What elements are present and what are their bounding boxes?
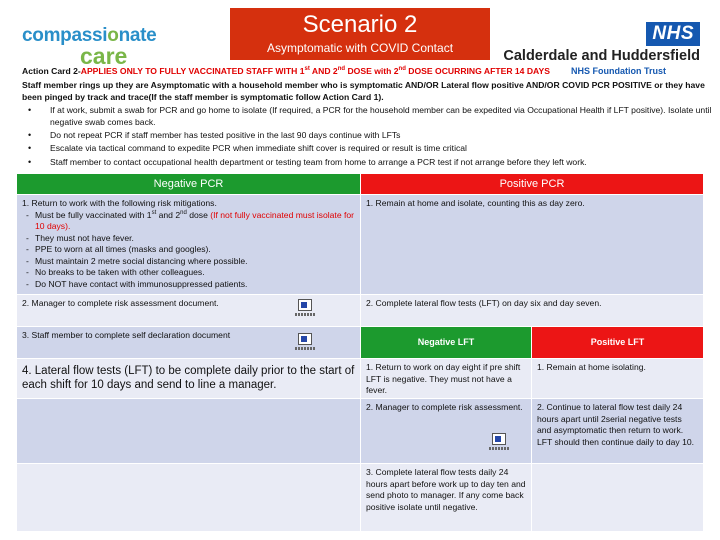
document-icon[interactable] — [489, 433, 509, 455]
table-row — [17, 195, 703, 295]
page-subtitle: Asymptomatic with COVID Contact — [266, 41, 454, 55]
table-header-row — [17, 174, 703, 195]
negative-pcr-step-3: 3. Staff member to complete self declaration document — [17, 327, 360, 358]
list-item: - Must maintain 2 metre social distancing where possible. — [24, 256, 355, 268]
instruction-list — [22, 105, 712, 168]
trust-name: Calderdale and Huddersfield — [503, 48, 700, 64]
negative-pcr-step-2: 2. Manager to complete risk assessment document. — [17, 295, 360, 326]
negative-pcr-step-1: 1. Return to work with the following risk mitigations. - Must be fully vaccinated with 1st and 2nd dose (If not fully vaccinated must isolate for 10 days). - They must not have fever. - PPE to worn at all times (masks and googles). - Must maintain 2 metre social distancing where possible. - No breaks to be taken with other colleagues. - Do NOT have contact with immunosuppressed patients. — [17, 195, 360, 294]
trust-type: NHS Foundation Trust — [571, 66, 666, 76]
empty-cell — [532, 464, 703, 531]
positive-lft-step-1: 1. Remain at home isolating. — [532, 359, 703, 398]
table-row — [17, 327, 703, 359]
document-icon[interactable] — [295, 333, 315, 355]
positive-pcr-step-1: 1. Remain at home and isolate, counting this as day zero. — [361, 195, 703, 294]
document-icon[interactable] — [295, 299, 315, 321]
table-row — [17, 295, 703, 327]
lead-paragraph: Staff member rings up they are Asymptomatic with a household member who is symptomatic AND/OR Lateral flow positive AND/OR COVID PCR POSITIVE or they have been pinged by track and trace(If the staff member is symptomatic follow Action Card 1). — [22, 79, 705, 102]
intro-section — [22, 66, 712, 168]
negative-lft-step-3: 3. Complete lateral flow tests daily 24 hours apart before work up to day ten and send photo to manager. If any come back positive isolate until negative. — [361, 464, 531, 531]
empty-cell — [17, 399, 360, 463]
negative-lft-header: Negative LFT — [361, 327, 531, 358]
negative-pcr-header: Negative PCR — [17, 174, 360, 194]
list-item: - They must not have fever. — [24, 233, 355, 245]
pcr-outcome-table — [17, 174, 703, 532]
compassionate-care-logo — [22, 25, 192, 69]
scenario-title-box — [230, 8, 490, 60]
list-item: - PPE to worn at all times (masks and googles). — [24, 244, 355, 256]
positive-pcr-step-2: 2. Complete lateral flow tests (LFT) on day six and day seven. — [361, 295, 703, 326]
list-item: - Do NOT have contact with immunosuppressed patients. — [24, 279, 355, 291]
empty-cell — [17, 464, 360, 531]
list-item: • Escalate via tactical command to expedite PCR when immediate shift cover is required or result is time critical — [22, 143, 712, 155]
list-item: • Staff member to contact occupational health department or testing team from home to arrange a PCR test if not arrange before they left work. — [22, 157, 712, 169]
list-item: • Do not repeat PCR if staff member has tested positive in the last 90 days continue with LFTs — [22, 130, 712, 142]
list-item: - No breaks to be taken with other colleagues. — [24, 267, 355, 279]
positive-pcr-header: Positive PCR — [361, 174, 703, 194]
page-title: Scenario 2 — [302, 11, 418, 38]
table-row — [17, 399, 703, 464]
logo-line2: care — [80, 43, 128, 69]
positive-lft-header: Positive LFT — [532, 327, 703, 358]
negative-lft-step-2: 2. Manager to complete risk assessment. — [361, 399, 531, 463]
positive-lft-step-2: 2. Continue to lateral flow test daily 24 hours apart until 2serial negative tests and asymptomatic then return to work. LFT should then continue daily to day 10. — [532, 399, 703, 463]
table-row — [17, 359, 703, 399]
list-item: • If at work, submit a swab for PCR and go home to isolate (If required, a PCR for the household member can be expedited via Occupational Health if LFT positive). Isolate until negative swab comes back. — [22, 105, 712, 129]
action-card-line: Action Card 2-APPLIES ONLY TO FULLY VACCINATED STAFF WITH 1st AND 2nd DOSE with 2nd DOSE OCURRING AFTER 14 DAYS — [22, 66, 550, 76]
table-row — [17, 464, 703, 532]
nhs-badge: NHS — [646, 22, 700, 46]
negative-lft-step-1: 1. Return to work on day eight if pre shift LFT is negative. They must not have a fever. — [361, 359, 531, 398]
logo-line1: compassionate — [22, 25, 157, 46]
negative-pcr-step-4: 4. Lateral flow tests (LFT) to be complete daily prior to the start of each shift for 10 days and send to line a manager. — [17, 359, 360, 398]
list-item: - Must be fully vaccinated with 1st and 2nd dose (If not fully vaccinated must isolate for 10 days). — [24, 210, 355, 233]
